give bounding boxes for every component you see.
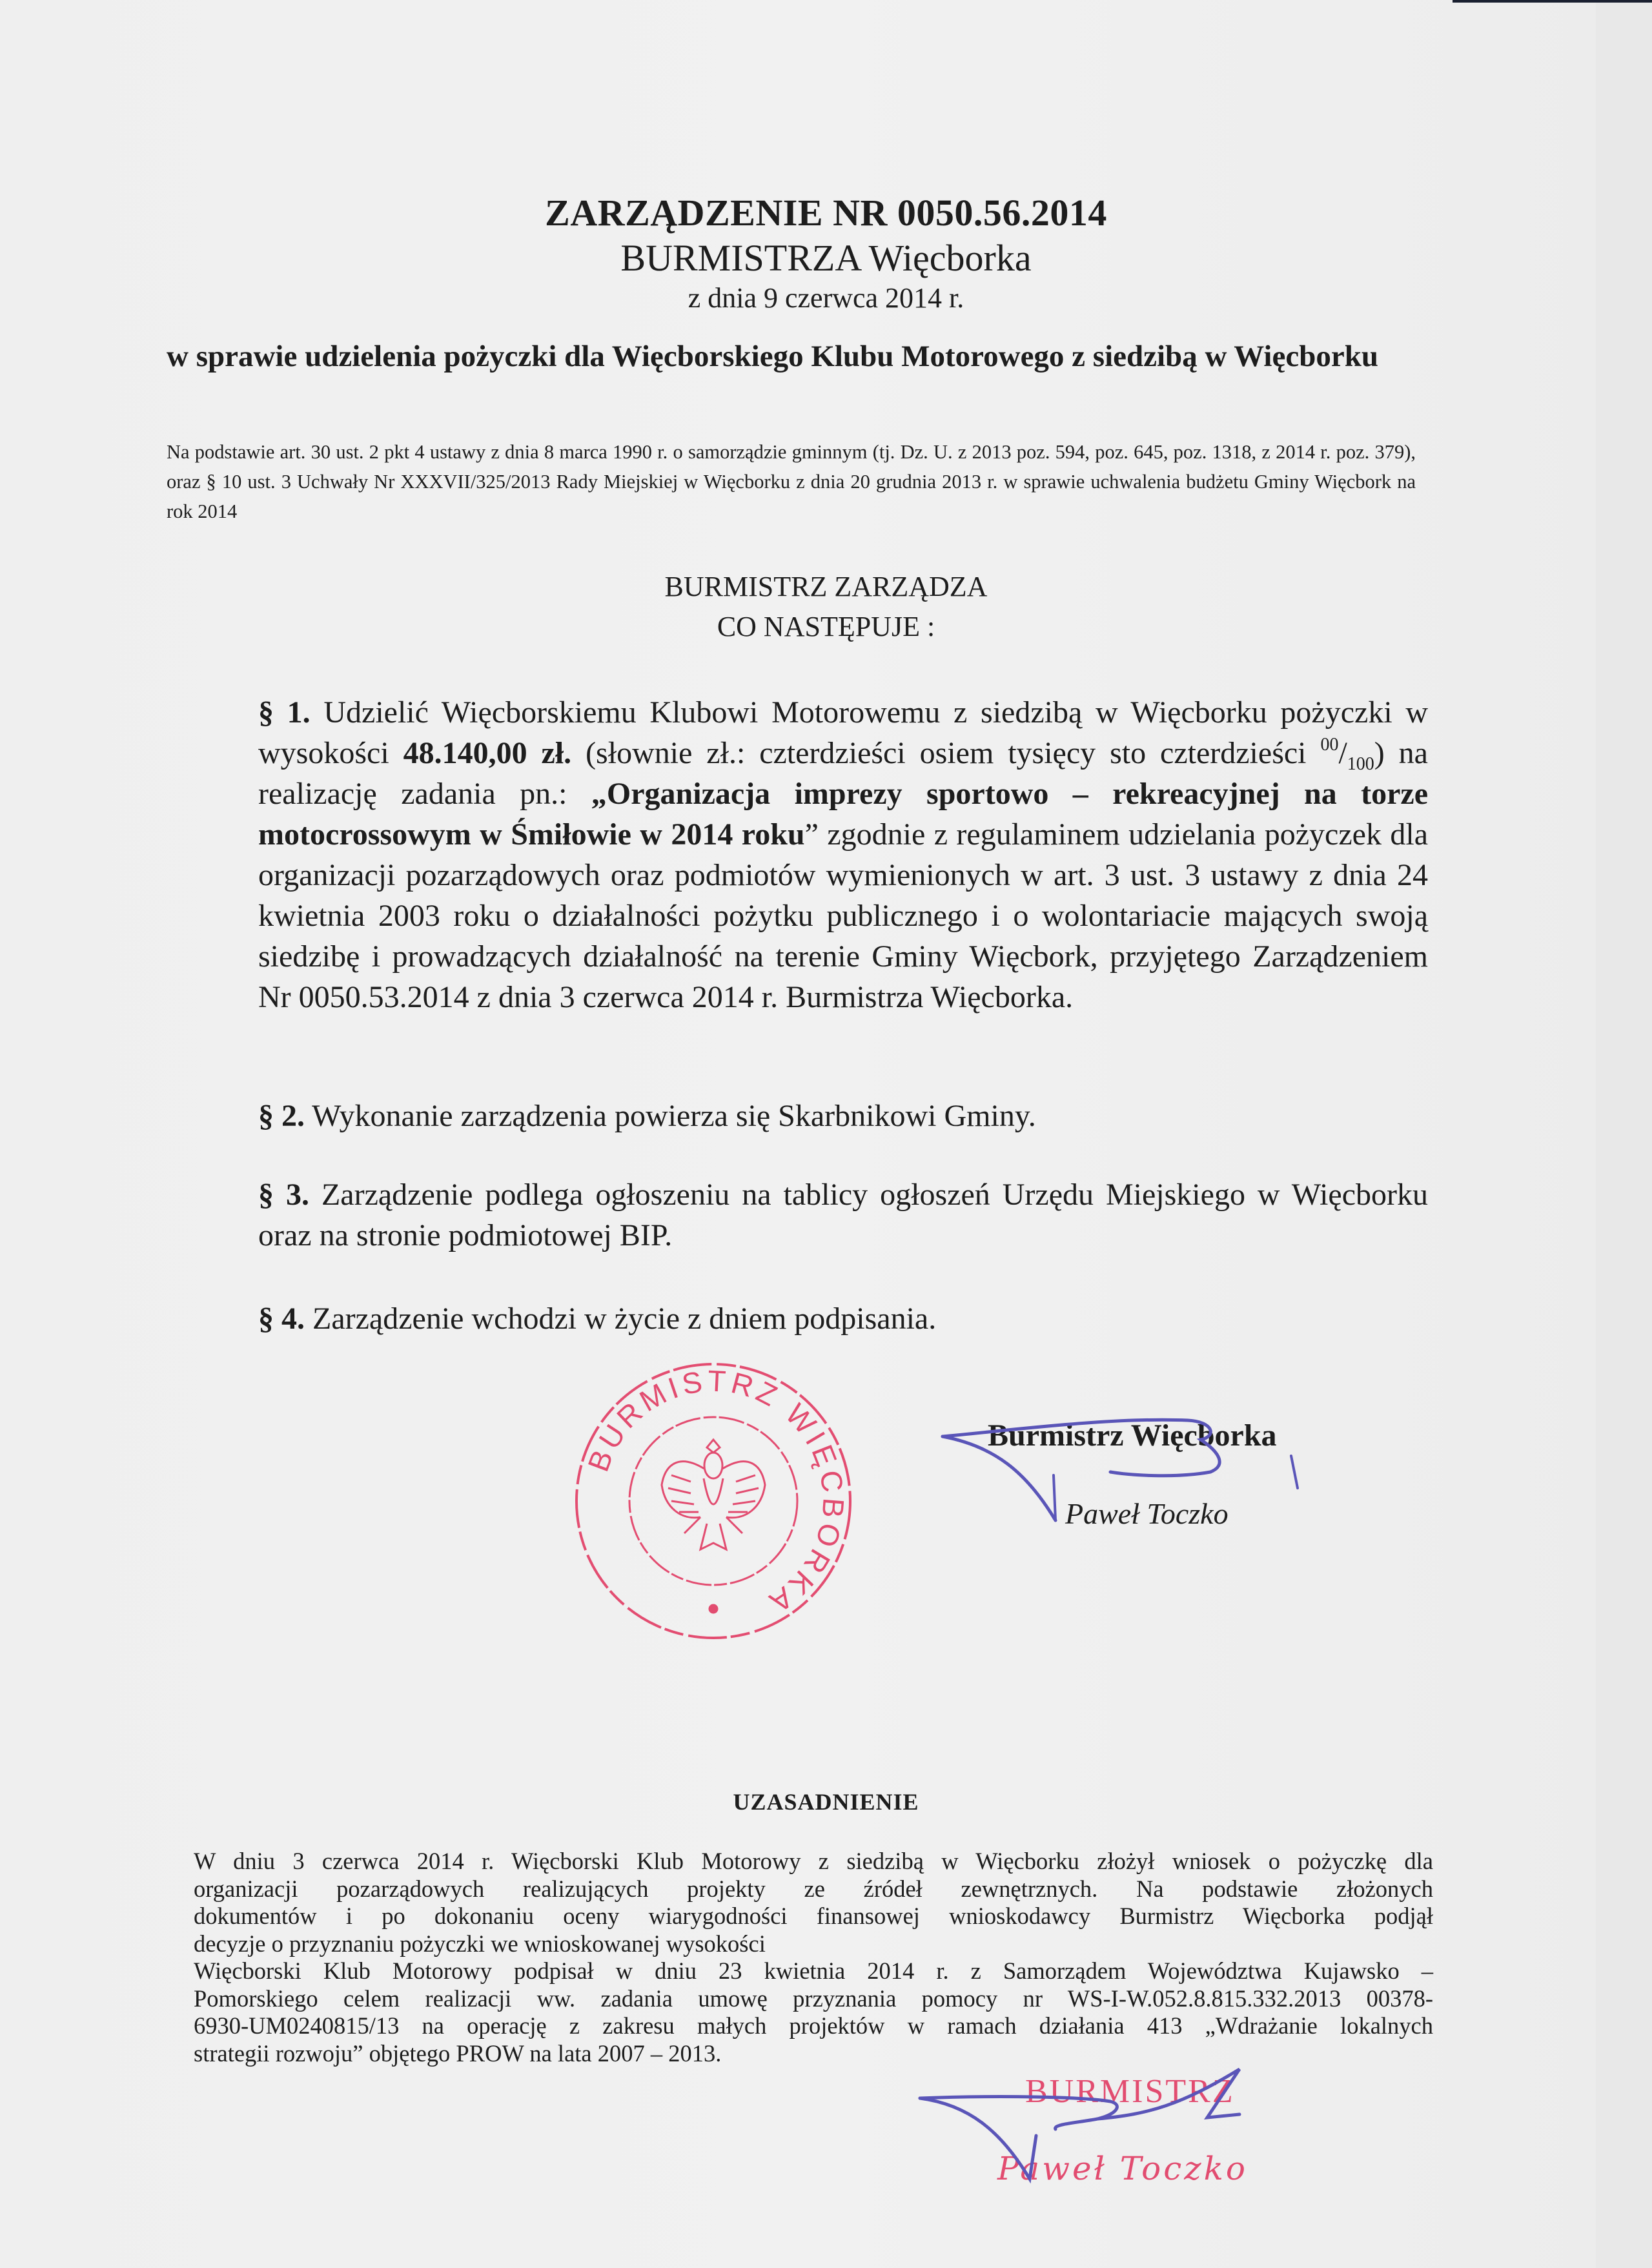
justification-line: Pomorskiego celem realizacji ww. zadania umowę przyznania pomocy nr WS-I-W.052.8.815.332.2013 00378-	[194, 1985, 1433, 2012]
decree-line-2: CO NASTĘPUJE :	[717, 611, 935, 642]
paragraph-text: ” zgodnie z regulaminem udzielania pożyczek dla organizacji pozarządowych oraz podmiotów wymienionych w art. 3 ust. 3 ustawy z dnia 24 kwietnia 2003 roku o działalności pożytku publicznego i o wolontariacie mających swoją siedzibę i prowadzących działalność na terenie Gminy Więcbork, przyjętego Zarządzeniem Nr 0050.53.2014 z dnia 3 czerwca 2014 r. Burmistrza Więcborka.	[258, 817, 1429, 1014]
decree-line-1: BURMISTRZ ZARZĄDZA	[664, 571, 988, 602]
paragraph-text: (słownie zł.: czterdzieści osiem tysięcy sto czterdzieści	[571, 736, 1321, 770]
document-date: z dnia 9 czerwca 2014 r.	[688, 282, 964, 314]
document-title: ZARZĄDZENIE NR 0050.56.2014	[545, 192, 1107, 234]
justification-body	[194, 1848, 1433, 2067]
justification-line: W dniu 3 czerwca 2014 r. Więcborski Klub Motorowy z siedzibą w Więcborku złożył wniosek o pożyczkę dla	[194, 1848, 1433, 1874]
stamp-inner-ring	[629, 1417, 797, 1585]
paragraph-mark: § 4.	[258, 1302, 305, 1336]
paragraph-3	[258, 1174, 1428, 1256]
red-stamp-name: Paweł Toczko	[997, 2150, 1249, 2187]
document-issuer: BURMISTRZA Więcborka	[620, 237, 1032, 279]
paragraph-text: Udzielić Więcborskiemu Klubowi Motorowemu z siedzibą w Więcborku pożyczki w wysokości	[258, 695, 1429, 770]
document-subject: w sprawie udzielenia pożyczki dla Więcborskiego Klubu Motorowego z siedzibą w Więcborku	[167, 340, 1378, 373]
paragraph-mark: § 1.	[258, 695, 311, 730]
paragraph-1	[258, 692, 1428, 1017]
justification-line: dokumentów i po dokonaniu oceny wiarygodności finansowej wnioskodawcy Burmistrz Więcborka podjął	[194, 1903, 1433, 1929]
fraction	[1320, 735, 1374, 774]
legal-basis: Na podstawie art. 30 ust. 2 pkt 4 ustawy z dnia 8 marca 1990 r. o samorządzie gminnym (tj. Dz. U. z 2013 poz. 594, poz. 645, poz. 1318, z 2014 r. poz. 379), oraz § 10 ust. 3 Uchwały Nr XXXVII/325/2013 Rady Miejskiej w Więcborku z dnia 20 grudnia 2013 r. w sprawie uchwalenia budżetu Gminy Więcbork na rok 2014	[167, 441, 1416, 522]
red-stamp-title: BURMISTRZ	[1025, 2073, 1235, 2110]
loan-amount: 48.140,00 zł.	[403, 736, 572, 770]
paragraph-2	[258, 1096, 1428, 1136]
paragraph-text: ) na realizację zadania pn.:	[258, 736, 1428, 811]
justification-line: organizacji pozarządowych realizujących projekty ze źródeł zewnętrznych. Na podstawie złożonych	[194, 1875, 1433, 1902]
paragraph-mark: § 2.	[258, 1099, 305, 1133]
task-name: „Organizacja imprezy sportowo – rekreacyjnej na torze motocrossowym w Śmiłowie w 2014 roku	[258, 777, 1428, 852]
stamp-text: BURMISTRZ WIĘCBORKA	[581, 1364, 851, 1622]
justification-line: strategii rozwoju” objętego PROW na lata 2007 – 2013.	[194, 2039, 722, 2067]
justification-line: Więcborski Klub Motorowy podpisał w dniu 23 kwietnia 2014 r. z Samorządem Województwa Kujawsko –	[194, 1957, 1433, 1984]
fraction-slash: /	[1338, 736, 1347, 770]
fraction-numerator: 00	[1320, 735, 1339, 755]
eagle-emblem-icon	[662, 1440, 765, 1613]
fraction-denominator: 100	[1347, 754, 1374, 774]
signatory-title: Burmistrz Więcborka	[988, 1418, 1277, 1453]
scan-shadow	[1596, 3, 1652, 2268]
justification-line: decyzje o przyznaniu pożyczki we wnioskowanej wysokości	[194, 1930, 766, 1957]
paragraph-text: Wykonanie zarządzenia powierza się Skarbnikowi Gminy.	[305, 1099, 1036, 1133]
paragraph-4	[258, 1298, 1428, 1339]
justification-title: UZASADNIENIE	[733, 1789, 919, 1815]
paragraph-mark: § 3.	[258, 1178, 309, 1212]
official-stamp	[568, 1356, 859, 1646]
decree-heading	[0, 567, 1652, 647]
paragraph-text: Zarządzenie podlega ogłoszeniu na tablicy ogłoszeń Urzędu Miejskiego w Więcborku oraz na stronie podmiotowej BIP.	[258, 1178, 1429, 1252]
paragraph-text: Zarządzenie wchodzi w życie z dniem podpisania.	[305, 1302, 937, 1336]
signatory-name: Paweł Toczko	[1065, 1497, 1229, 1530]
justification-line: 6930-UM0240815/13 na operację z zakresu małych projektów w ramach działania 413 „Wdrażanie lokalnych	[194, 2012, 1433, 2039]
